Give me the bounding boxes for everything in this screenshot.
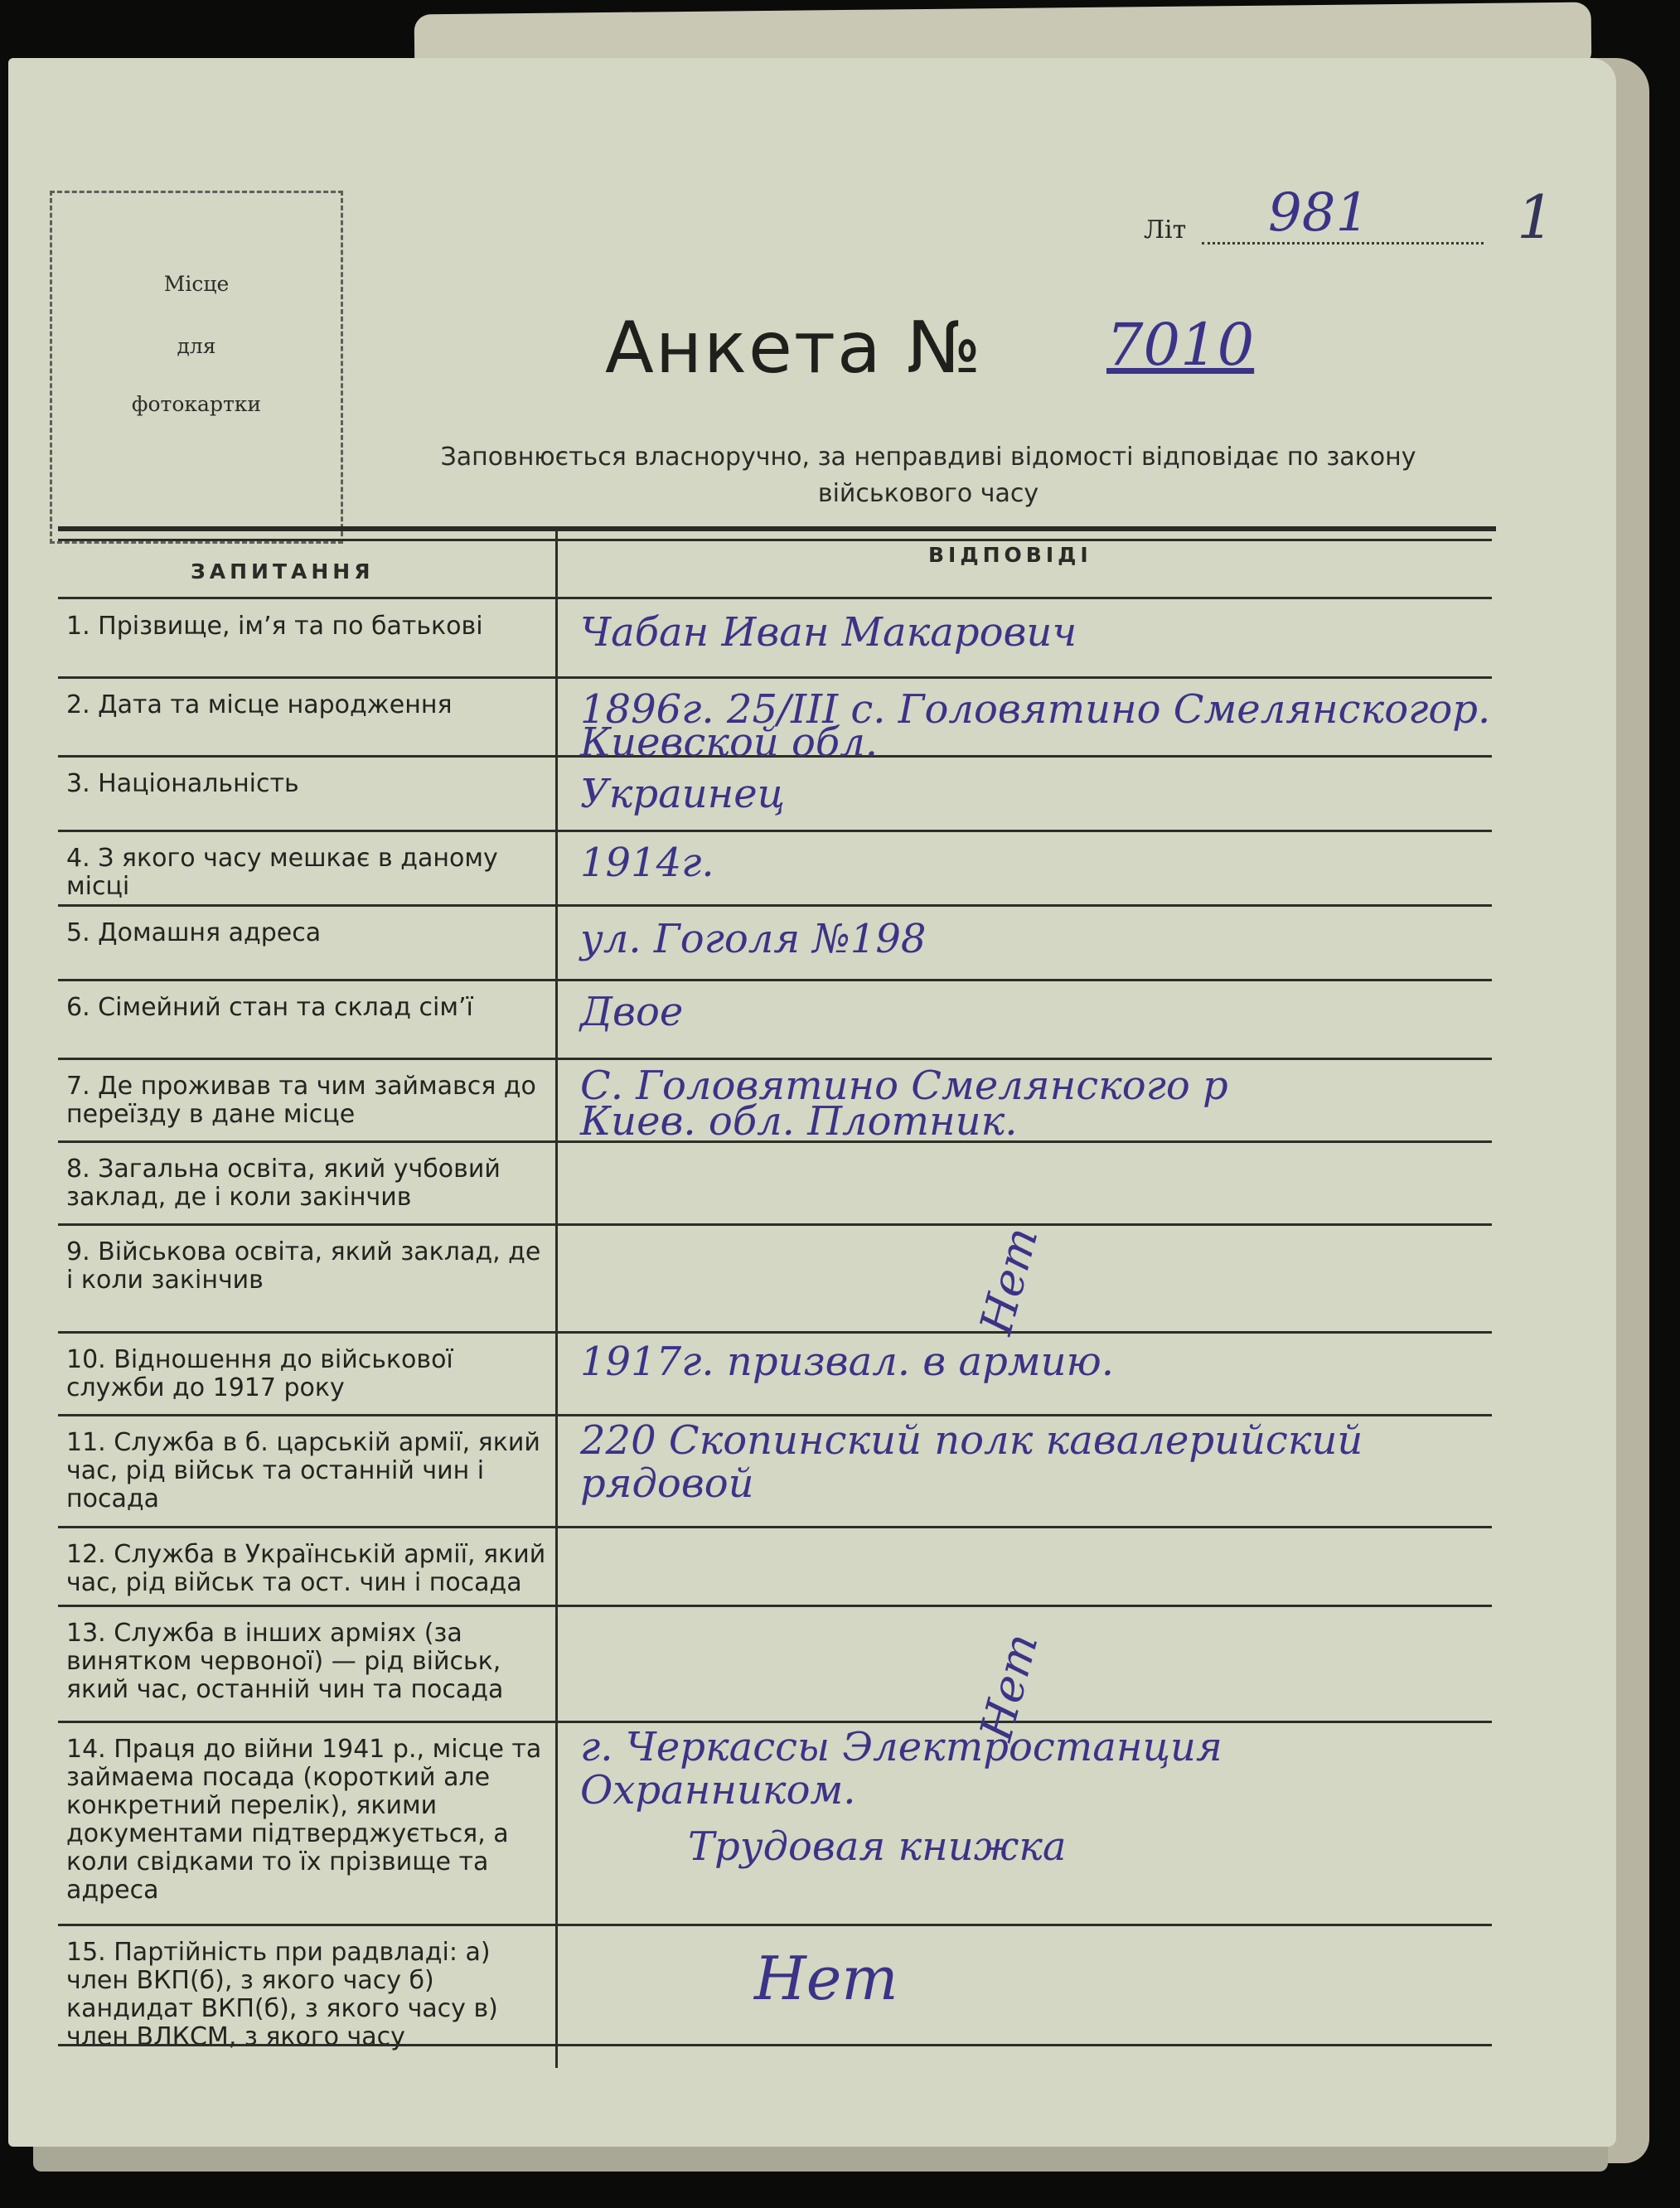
answer-7-line-2[interactable]: Киев. обл. Плотник. xyxy=(580,1098,1018,1145)
photo-label-1: Місце xyxy=(163,272,230,296)
question-14: 14. Праця до війни 1941 р., місце та займаема посада (короткий але конкретний перелік), якими документами підтверджується, а коли свідками то їх прізвище та адреса xyxy=(66,1735,542,1905)
row-line-12 xyxy=(58,1605,1492,1607)
answer-14-line-1[interactable]: г. Черкассы Электростанция xyxy=(580,1724,1222,1770)
form-number: 7010 xyxy=(1106,311,1255,379)
question-13: 13. Служба в інших арміях (за винятком червоної) — рід військ, який час, останній чин та посада xyxy=(66,1619,504,1704)
header-line-top xyxy=(58,539,1492,541)
answer-4-line-1[interactable]: 1914г. xyxy=(580,840,714,886)
question-9: 9. Військова освіта, який заклад, де і коли закінчив xyxy=(66,1237,541,1295)
form-subtitle: Заповнюється власноручно, за неправдиві відомості відповідає по закону військового часу xyxy=(440,443,1416,508)
answer-1-line-1[interactable]: Чабан Иван Макарович xyxy=(580,609,1077,656)
questions-header: ЗАПИТАННЯ xyxy=(191,559,375,583)
question-15: 15. Партійність при радвладі: а) член ВКП(б), з якого часу б) кандидат ВКП(б), з якого часу в) член ВЛКСМ, з якого часу xyxy=(66,1938,498,2051)
answer-10-line-1[interactable]: 1917г. призвал. в армию. xyxy=(580,1339,1115,1385)
question-12: 12. Служба в Українській армії, який час, рід військ та ост. чин і посада xyxy=(66,1540,546,1597)
answers-header: ВІДПОВІДІ xyxy=(928,543,1092,567)
row-line-1 xyxy=(58,676,1492,679)
row-line-15 xyxy=(58,2044,1492,2046)
row-line-6 xyxy=(58,1058,1492,1060)
answer-2-line-1[interactable]: 1896г. 25/III с. Головятино Смелянскогор. xyxy=(580,686,1491,733)
answer-3-line-1[interactable]: Украинец xyxy=(580,771,786,817)
photo-placeholder xyxy=(50,191,343,544)
row-line-13 xyxy=(58,1721,1492,1723)
row-line-8 xyxy=(58,1223,1492,1226)
answer-14-line-2[interactable]: Охранником. xyxy=(580,1767,856,1813)
answer-5-line-1[interactable]: ул. Гоголя №198 xyxy=(580,916,927,962)
lit-label: Літ xyxy=(1144,215,1187,245)
page-number: 1 xyxy=(1517,182,1555,252)
vertical-note-rows-12-13: Нет xyxy=(970,1628,1048,1746)
row-line-5 xyxy=(58,979,1492,981)
answer-15-line-1[interactable]: Нет xyxy=(754,1944,898,2013)
row-line-10 xyxy=(58,1414,1492,1416)
photo-label-2: для xyxy=(177,334,216,358)
row-line-14 xyxy=(58,1924,1492,1926)
question-1: 1. Прізвище, ім’я та по батькові xyxy=(66,612,483,641)
form-page xyxy=(8,58,1616,2147)
lit-number: 981 xyxy=(1268,182,1370,244)
answer-11-line-2[interactable]: рядовой xyxy=(580,1460,754,1507)
header-line-bottom xyxy=(58,597,1492,599)
question-11: 11. Служба в б. царській армії, який час, рід військ та останній чин і посада xyxy=(66,1428,540,1513)
column-divider xyxy=(555,526,558,2068)
header-rule xyxy=(58,526,1496,531)
answer-2-line-2[interactable]: Киевской обл. xyxy=(580,719,879,766)
answer-11-line-1[interactable]: 220 Скопинский полк кавалерийский xyxy=(580,1417,1363,1464)
question-8: 8. Загальна освіта, який учбовий заклад, де і коли закінчив xyxy=(66,1155,501,1212)
question-5: 5. Домашня адреса xyxy=(66,918,322,947)
answer-14-line-3[interactable]: Трудовая книжка xyxy=(688,1823,1067,1870)
row-line-3 xyxy=(58,830,1492,832)
question-2: 2. Дата та місце народження xyxy=(66,690,453,719)
vertical-note-rows-8-9: Нет xyxy=(970,1222,1048,1340)
row-line-11 xyxy=(58,1526,1492,1528)
answer-6-line-1[interactable]: Двое xyxy=(580,989,684,1035)
question-4: 4. З якого часу мешкає в даному місці xyxy=(66,844,498,901)
row-line-4 xyxy=(58,904,1492,907)
photo-label-3: фотокартки xyxy=(131,392,262,416)
question-10: 10. Відношення до військової служби до 1917 року xyxy=(66,1345,453,1402)
form-title: Анкета № xyxy=(605,307,983,390)
row-line-9 xyxy=(58,1331,1492,1334)
question-3: 3. Національність xyxy=(66,769,299,798)
question-6: 6. Сімейний стан та склад сім’ї xyxy=(66,993,473,1022)
question-7: 7. Де проживав та чим займався до переїзду в дане місце xyxy=(66,1072,536,1129)
answer-7-line-1[interactable]: С. Головятино Смелянского р xyxy=(580,1063,1228,1109)
